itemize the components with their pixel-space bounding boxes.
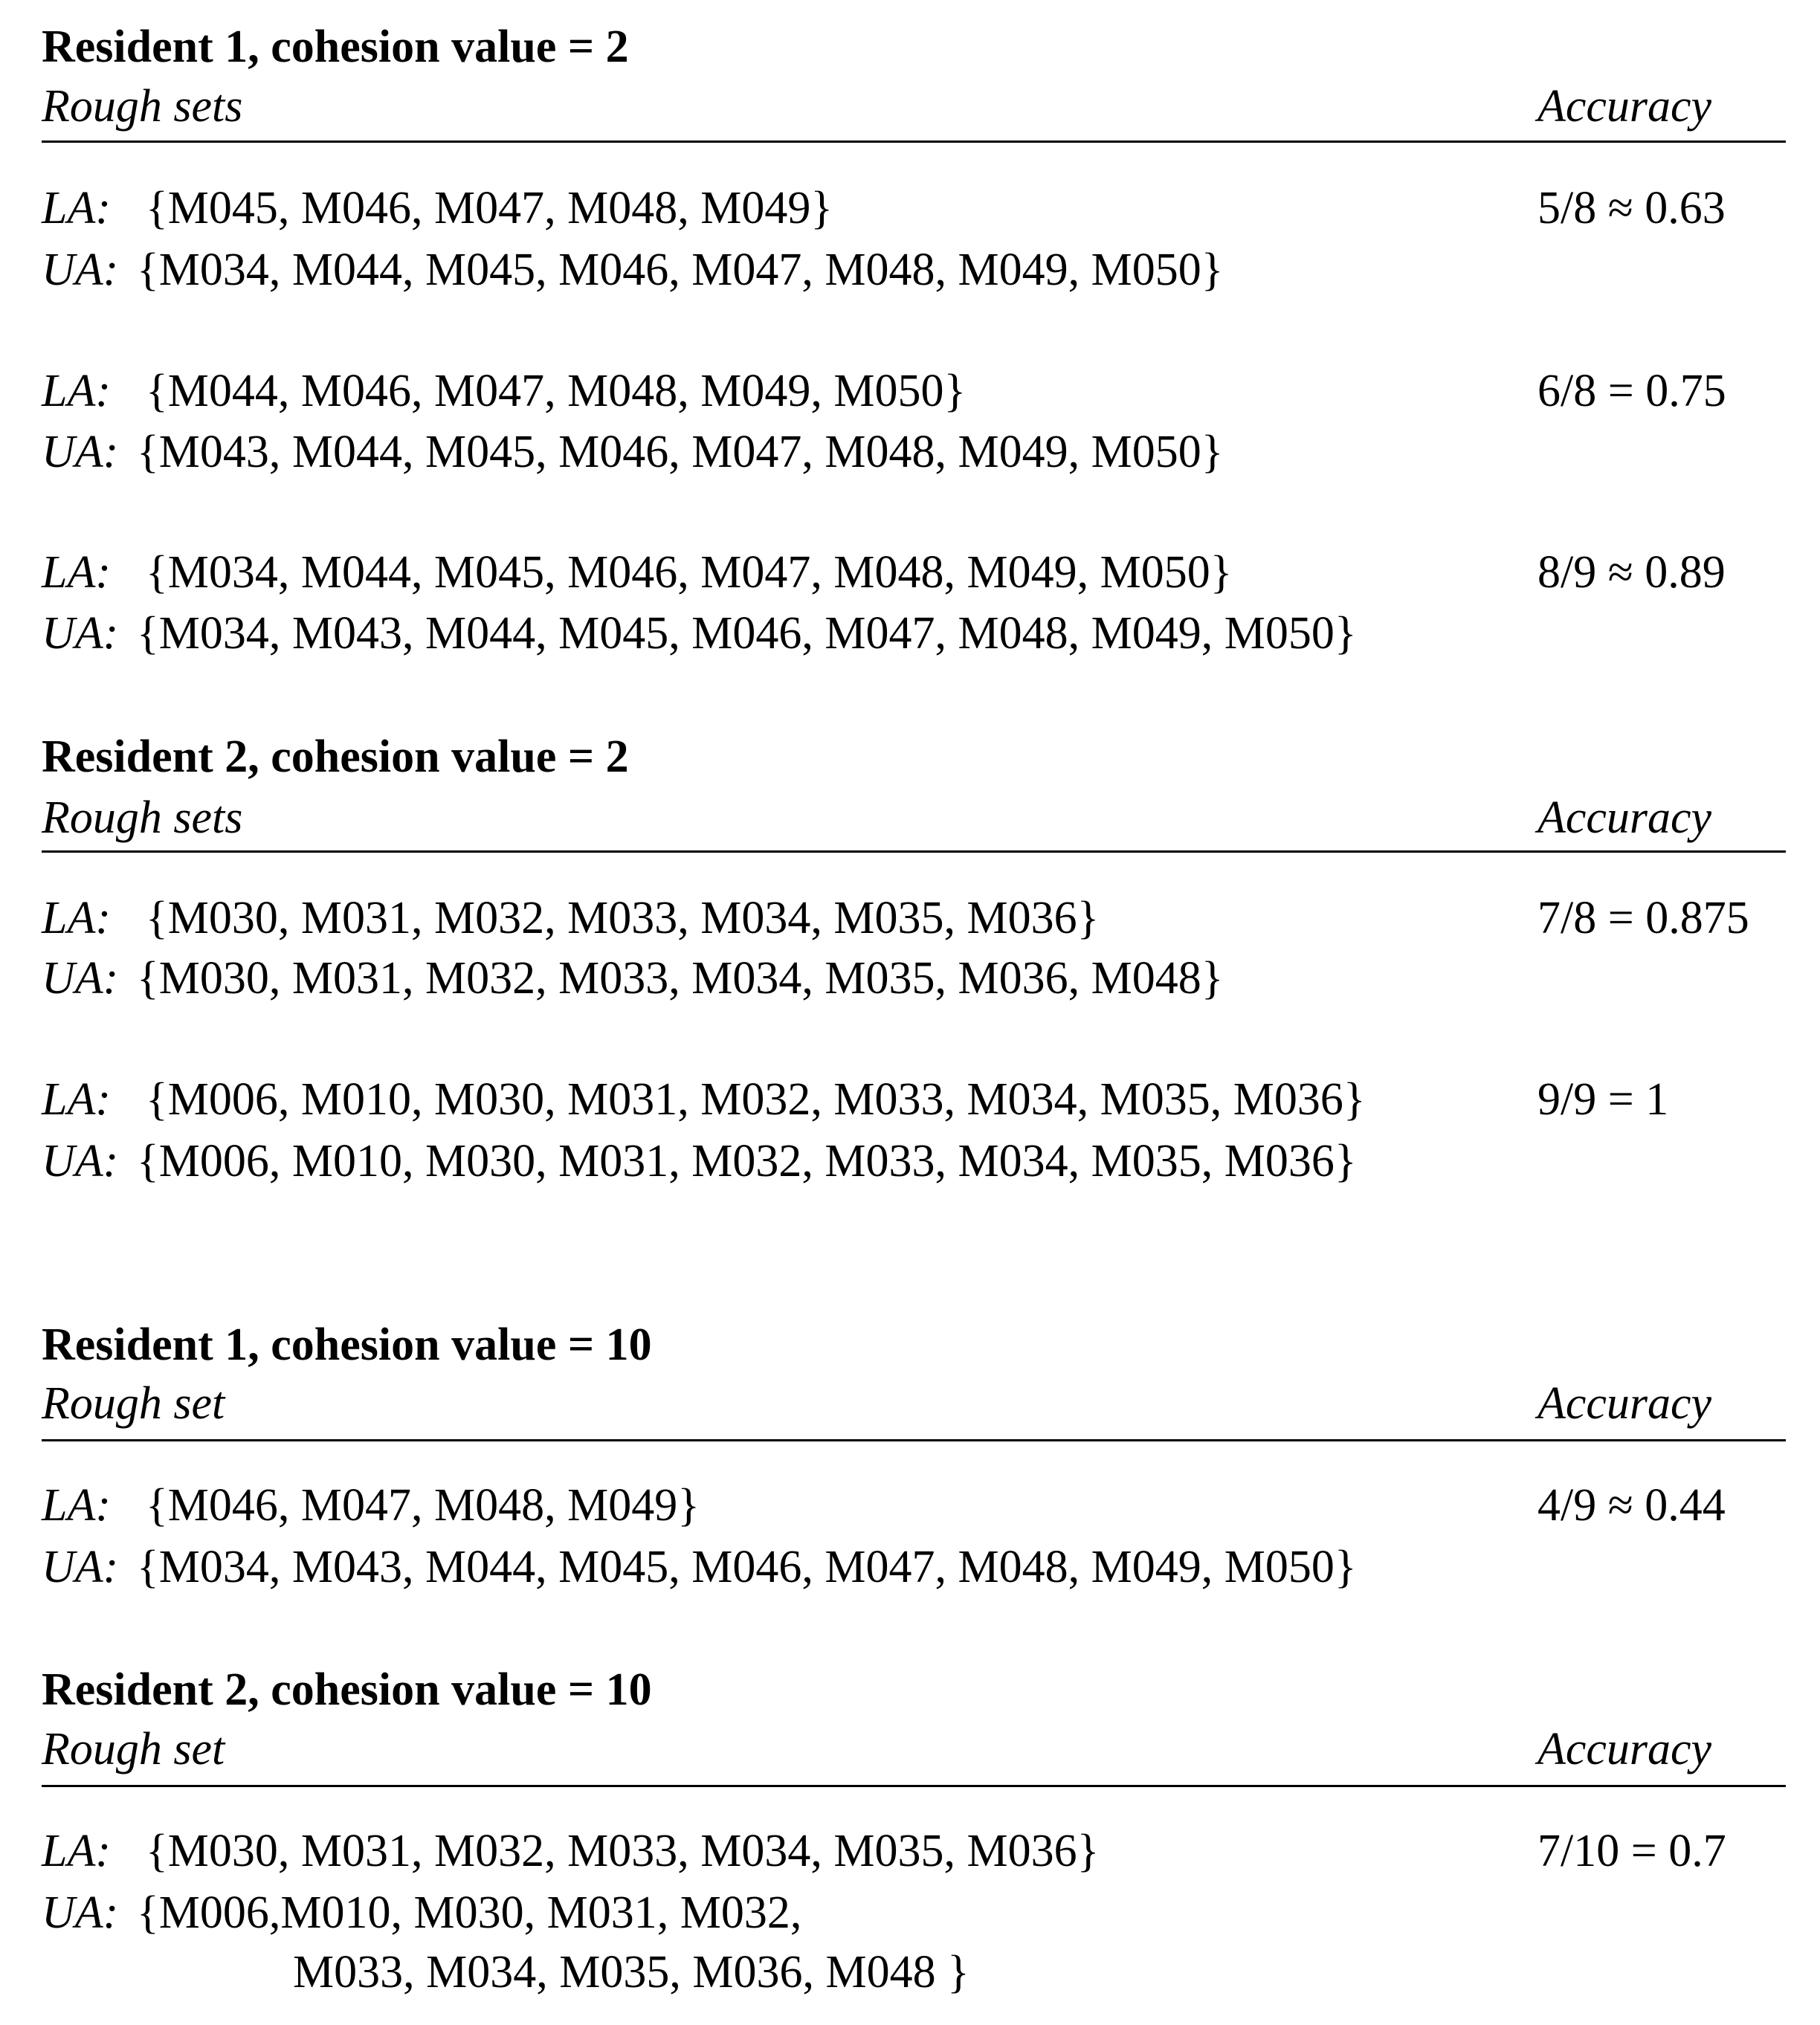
ua-label: UA: (42, 245, 119, 295)
column-header-rough-sets: Rough sets (42, 792, 243, 843)
la-label: LA: (42, 1074, 111, 1125)
upper-approximation-row (42, 1544, 1357, 1590)
lower-approximation-row (42, 1480, 700, 1531)
upper-approximation-row (42, 953, 1224, 1004)
ua-set: {M034, M044, M045, M046, M047, M048, M049, M050} (137, 245, 1224, 295)
section-title: Resident 2, cohesion value = 10 (42, 1664, 652, 1715)
upper-approximation-row (42, 608, 1357, 659)
ua-set: {M034, M043, M044, M045, M046, M047, M048, M049, M050} (137, 1542, 1357, 1592)
lower-approximation-row (42, 1828, 1099, 1874)
ua-set: {M006, M010, M030, M031, M032, M033, M034, M035, M036} (137, 1136, 1357, 1186)
ua-label: UA: (42, 427, 119, 477)
ua-set: {M043, M044, M045, M046, M047, M048, M049, M050} (137, 427, 1224, 477)
accuracy-value: 7/8 = 0.875 (1537, 893, 1749, 943)
la-label: LA: (42, 183, 111, 233)
ua-label: UA: (42, 1887, 119, 1938)
la-set: {M046, M047, M048, M049} (146, 1480, 700, 1531)
column-header-rough-set: Rough set (42, 1378, 225, 1429)
lower-approximation-row (42, 368, 966, 414)
ua-set: {M006,M010, M030, M031, M032, (137, 1887, 802, 1938)
ua-set: {M030, M031, M032, M033, M034, M035, M036, M048} (137, 953, 1224, 1004)
la-set: {M034, M044, M045, M046, M047, M048, M049, M050} (146, 547, 1233, 598)
ua-label: UA: (42, 953, 119, 1004)
lower-approximation-row (42, 547, 1233, 598)
ua-label: UA: (42, 1136, 119, 1186)
upper-approximation-row (42, 1887, 802, 1938)
la-label: LA: (42, 893, 111, 943)
header-rule (42, 1439, 1786, 1441)
lower-approximation-row (42, 895, 1099, 941)
accuracy-value: 8/9 ≈ 0.89 (1537, 547, 1726, 598)
ua-label: UA: (42, 608, 119, 659)
ua-set: {M034, M043, M044, M045, M046, M047, M048, M049, M050} (137, 608, 1357, 659)
column-header-accuracy: Accuracy (1537, 792, 1712, 843)
la-label: LA: (42, 366, 111, 416)
accuracy-value: 4/9 ≈ 0.44 (1537, 1480, 1726, 1531)
upper-approximation-row (42, 1138, 1357, 1184)
section-title: Resident 1, cohesion value = 2 (42, 22, 629, 72)
ua-label: UA: (42, 1542, 119, 1592)
accuracy-value: 9/9 = 1 (1537, 1074, 1669, 1125)
header-rule (42, 141, 1786, 143)
column-header-rough-sets: Rough sets (42, 81, 243, 132)
section-title: Resident 1, cohesion value = 10 (42, 1320, 652, 1370)
la-label: LA: (42, 547, 111, 598)
column-header-accuracy: Accuracy (1537, 1724, 1712, 1774)
column-header-rough-set: Rough set (42, 1724, 225, 1774)
ua-set-continuation: M033, M034, M035, M036, M048 } (293, 1947, 969, 1997)
la-set: {M030, M031, M032, M033, M034, M035, M036} (146, 1826, 1100, 1876)
column-header-accuracy: Accuracy (1537, 81, 1712, 132)
accuracy-value: 6/8 = 0.75 (1537, 366, 1726, 416)
section-title: Resident 2, cohesion value = 2 (42, 731, 629, 782)
accuracy-value: 7/10 = 0.7 (1537, 1826, 1726, 1876)
la-set: {M030, M031, M032, M033, M034, M035, M036} (146, 893, 1100, 943)
header-rule (42, 850, 1786, 853)
upper-approximation-row (42, 429, 1224, 475)
upper-approximation-row (42, 247, 1224, 293)
la-set: {M006, M010, M030, M031, M032, M033, M034, M035, M036} (146, 1074, 1366, 1125)
lower-approximation-row (42, 1076, 1366, 1123)
la-set: {M045, M046, M047, M048, M049} (146, 183, 833, 233)
la-label: LA: (42, 1480, 111, 1531)
la-set: {M044, M046, M047, M048, M049, M050} (146, 366, 967, 416)
accuracy-value: 5/8 ≈ 0.63 (1537, 183, 1726, 233)
column-header-accuracy: Accuracy (1537, 1378, 1712, 1429)
lower-approximation-row (42, 185, 833, 231)
la-label: LA: (42, 1826, 111, 1876)
header-rule (42, 1785, 1786, 1787)
